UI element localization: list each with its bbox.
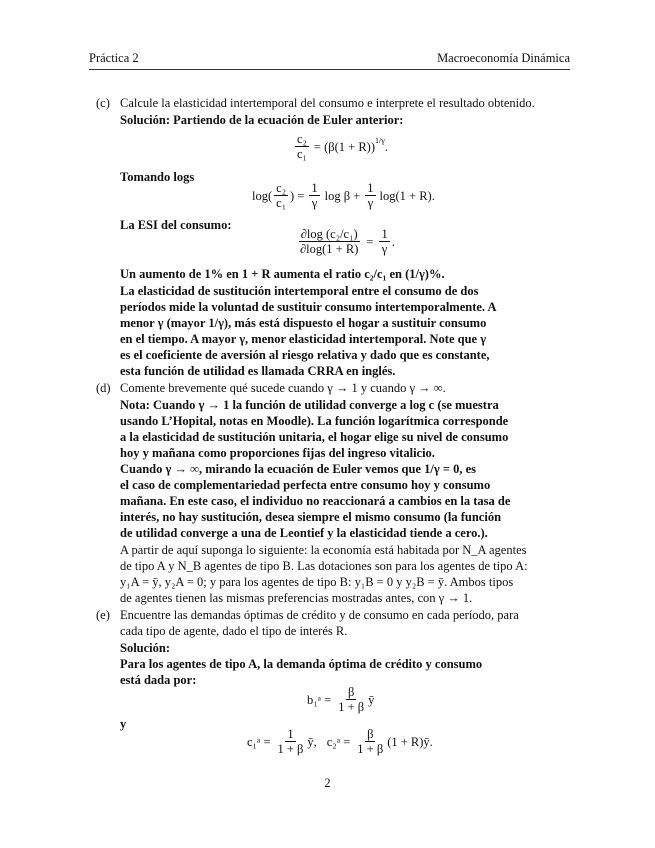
note-line: interés, no hay sustitución, desea siempre el mismo consumo (la función <box>120 510 502 524</box>
page-number: 2 <box>324 776 331 790</box>
solution-line: está dada por: <box>120 673 197 687</box>
note-line: Nota: Cuando γ → 1 la función de utilidad converge a log c (se muestra <box>120 398 499 412</box>
and-connector: y <box>120 717 127 731</box>
solution-intro-c: Solución: Partiendo de la ecuación de Euler anterior: <box>120 113 404 127</box>
logs-heading: Tomando logs <box>120 170 195 184</box>
text-line: menor γ (mayor 1/γ), más está dispuesto el hogar a sustituir consumo <box>120 316 487 330</box>
note-line: a la elasticidad de sustitución unitaria, el hogar elige su nivel de consumo <box>120 430 509 444</box>
esi-equation: $\frac{\text{∂log (c₂/c₁)}}{\partial\log(1 + R)}$ = $\frac{1}{\gamma}$ . <box>300 227 395 256</box>
question-e-line: cada tipo de agente, dado el tipo de interés R. <box>120 624 348 638</box>
text-line: La elasticidad de sustitución intertemporal entre el consumo de dos <box>120 284 479 298</box>
text-line: Un aumento de 1% en 1 + R aumenta el ratio c₂/c₁ en (1/γ)%. <box>120 267 445 281</box>
consumption-equations: c₁ᵃ = $\frac{1}{1 + \beta}$ ȳ, c₂ᵃ = $\frac{\beta}{1 + \beta}$ (1 + R)ȳ. <box>247 727 433 756</box>
question-e-line: Encuentre las demandas óptimas de crédito y de consumo en cada período, para <box>120 608 519 622</box>
context-line: de agentes tienen las mismas preferencias mostradas antes, con γ → 1. <box>120 591 473 605</box>
item-marker-e: (e) <box>96 608 110 622</box>
text-line: en el tiempo. A mayor γ, menor elasticidad intertemporal. Note que γ <box>120 332 487 346</box>
context-line: de tipo A y N_B agentes de tipo B. Las dotaciones son para los agentes de tipo A: <box>120 559 528 573</box>
question-d: Comente brevemente qué sucede cuando γ → 1 y cuando γ → ∞. <box>120 381 446 395</box>
note-line: el caso de complementariedad perfecta entre consumo hoy y consumo <box>120 478 491 492</box>
context-line: A partir de aquí suponga lo siguiente: la economía está habitada por N_A agentes <box>120 543 527 557</box>
item-marker-d: (d) <box>96 381 111 395</box>
text-line: esta función de utilidad es llamada CRRA en inglés. <box>120 364 396 378</box>
header-left: Práctica 2 <box>89 51 139 65</box>
credit-demand-equation: b₁ᵃ = $\frac{\beta}{1 + \beta}$ ȳ <box>307 685 375 714</box>
euler-equation: $\frac{\text{c₂}}{\text{c₁}}$ = (β(1 + R)) $^{1/\gamma}$ . <box>297 132 388 161</box>
note-line: Cuando γ → ∞, mirando la ecuación de Euler vemos que 1/γ = 0, es <box>120 462 476 476</box>
note-line: hoy y mañana como proporciones fijas del ingreso vitalicio. <box>120 446 435 460</box>
question-c: Calcule la elasticidad intertemporal del consumo e interprete el resultado obtenido. <box>120 96 535 110</box>
solution-line: Para los agentes de tipo A, la demanda óptima de crédito y consumo <box>120 657 483 671</box>
text-line: períodos mide la voluntad de sustituir consumo intertemporalmente. A <box>120 300 497 314</box>
text-line: es el coeficiente de aversión al riesgo relativa y dado que es constante, <box>120 348 490 362</box>
note-line: de utilidad converge a una de Leontief y la elasticidad tiende a cero.). <box>120 526 488 540</box>
header-right: Macroeconomía Dinámica <box>437 51 570 65</box>
item-marker-c: (c) <box>96 96 110 110</box>
solution-heading-e: Solución: <box>120 641 171 655</box>
note-line: usando L’Hopital, notas en Moodle). La función logarítmica corresponde <box>120 414 509 428</box>
esi-heading: La ESI del consumo: <box>120 218 232 232</box>
context-line: y₁A = ȳ, y₂A = 0; y para los agentes de tipo B: y₁B = 0 y y₂B = ȳ. Ambos tipos <box>120 575 514 589</box>
note-line: mañana. En este caso, el individuo no reaccionará a cambios en la tasa de <box>120 494 511 508</box>
header-rule <box>89 69 570 70</box>
log-equation: log( $\frac{\text{c₂}}{\text{c₁}}$ ) = $\frac{1}{\gamma}$ log β + $\frac{1}{\gamma}$ log(1 + R). <box>252 181 435 210</box>
